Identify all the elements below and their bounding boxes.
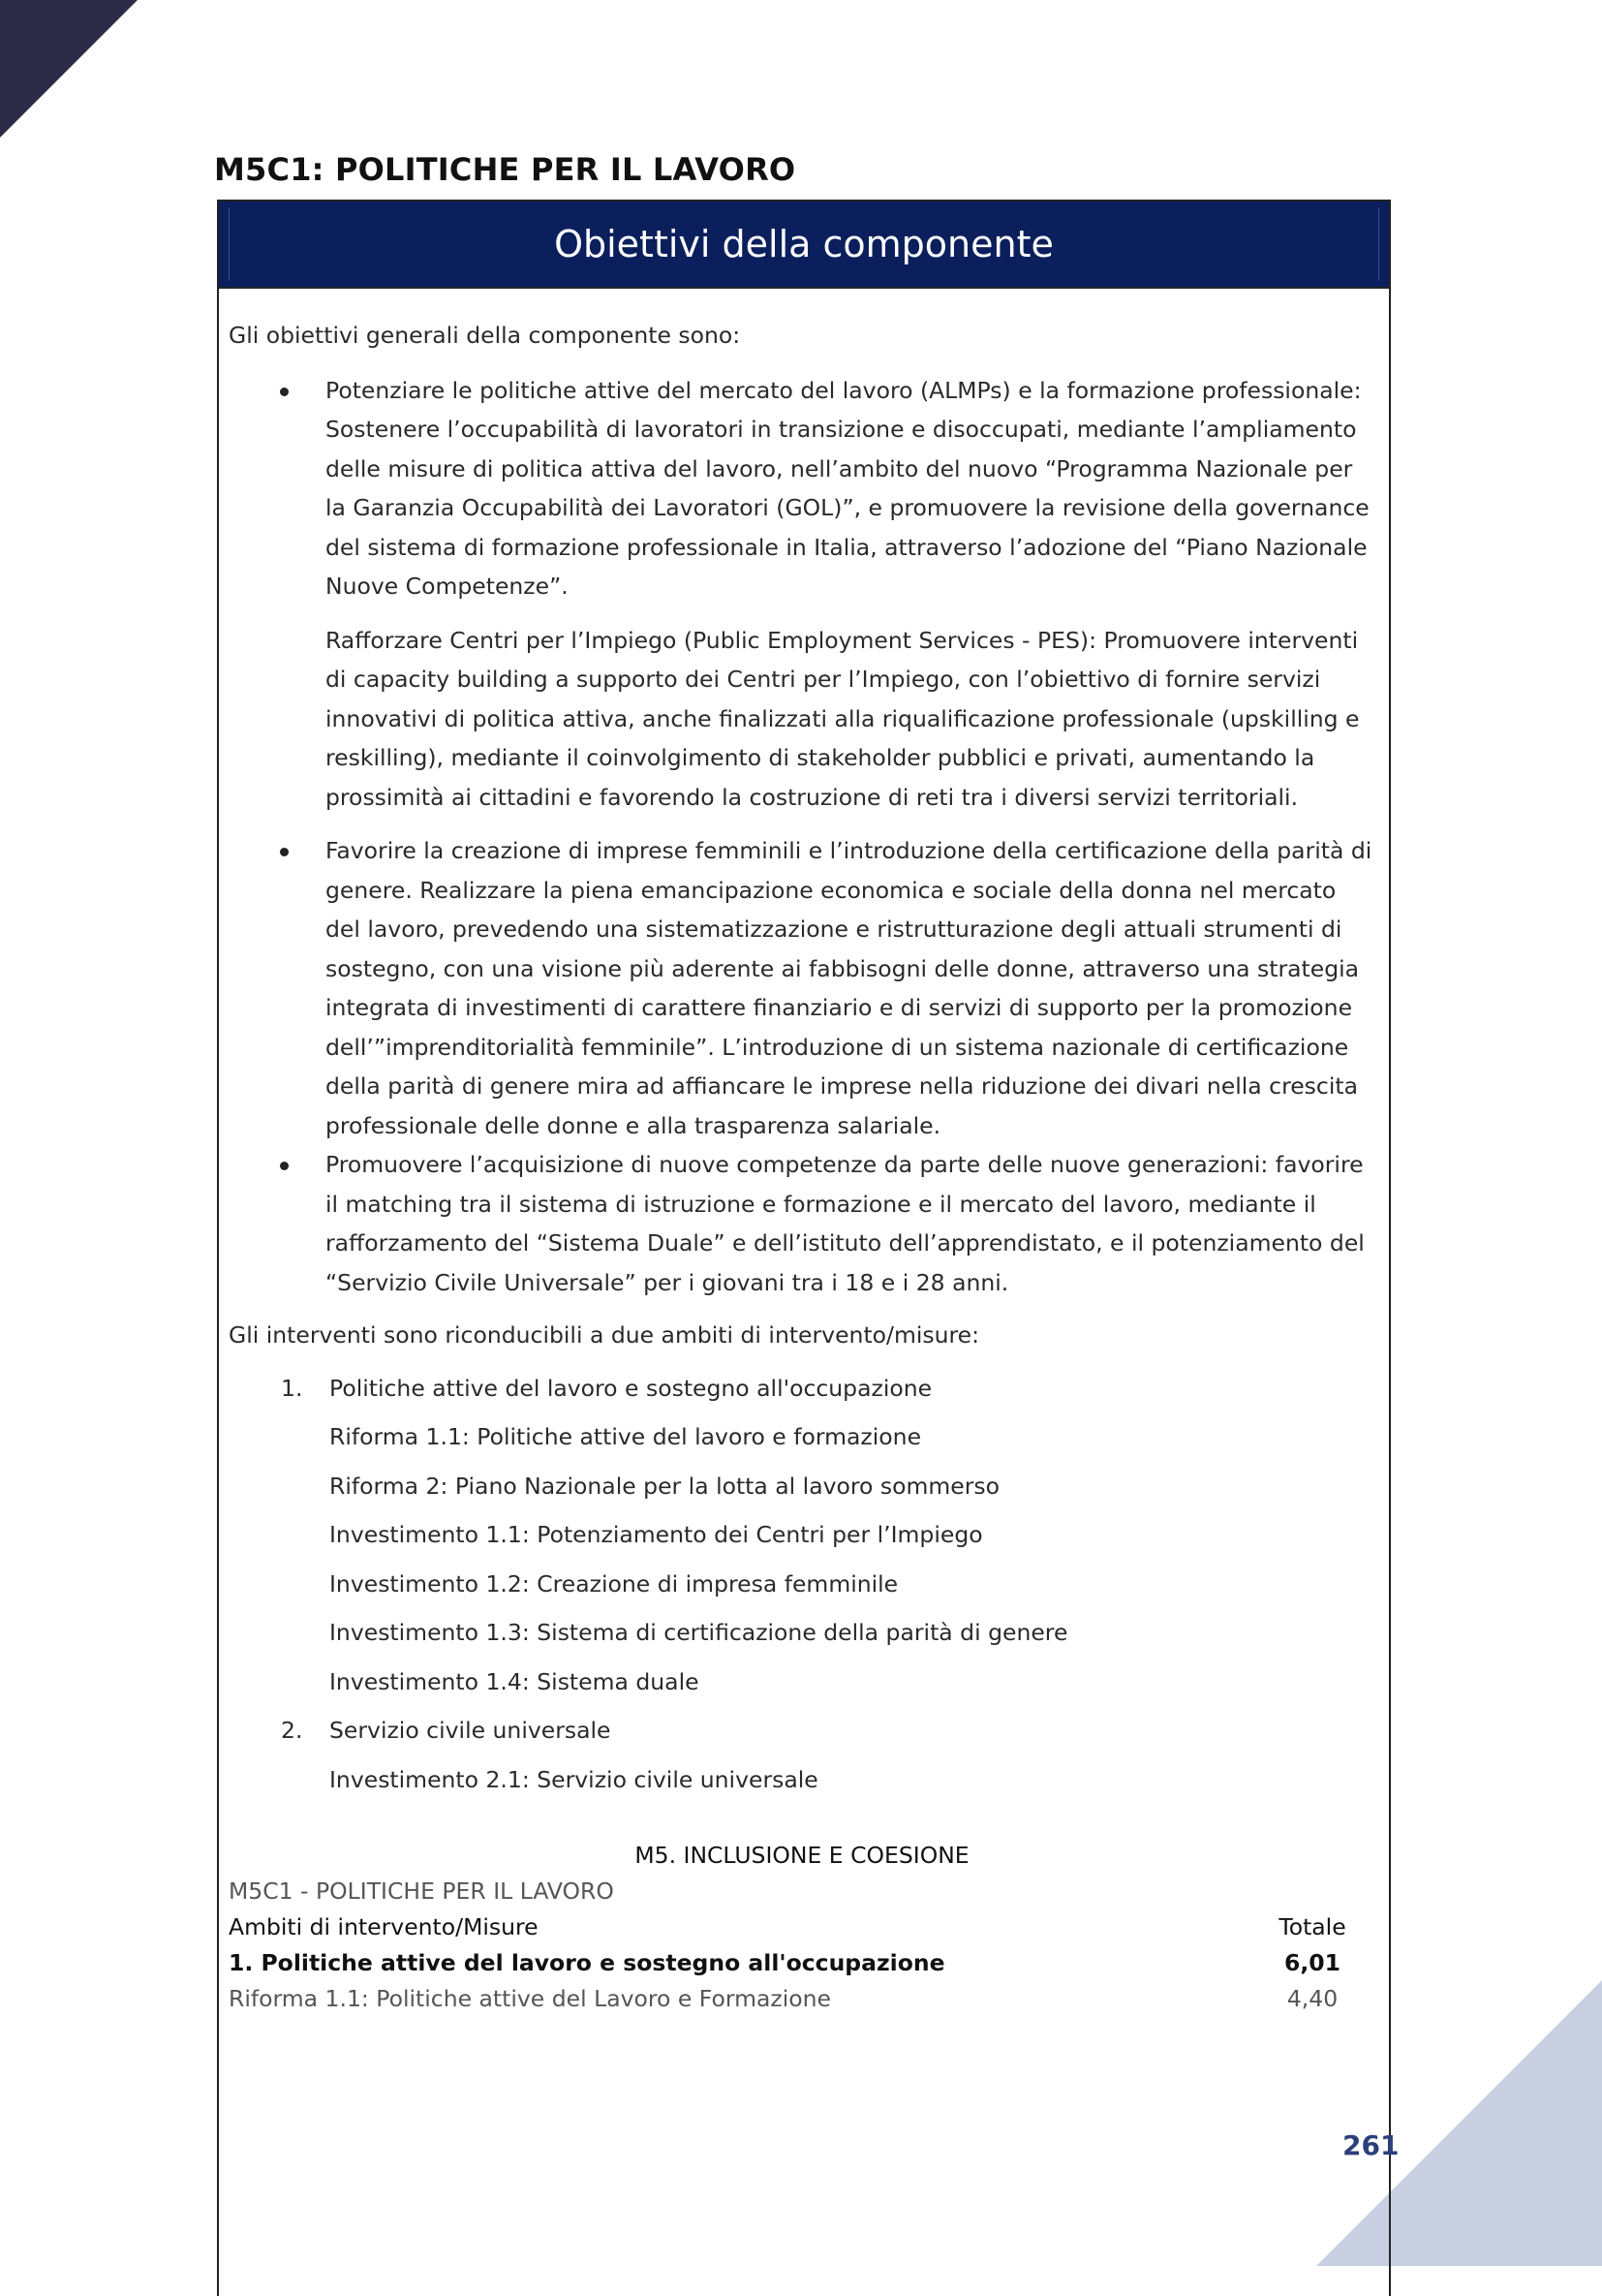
row-label: Riforma 1.1: Politiche attive del Lavoro e Formazione (229, 1985, 831, 2012)
list-item (229, 831, 1375, 1145)
measure-item: Riforma 1.1: Politiche attive del lavoro e formazione (329, 1423, 922, 1450)
area-item (229, 1369, 1375, 1702)
objectives-box (217, 200, 1391, 2296)
table-header-row (229, 1909, 1375, 1945)
areas-intro: Gli interventi sono riconducibili a due ambiti di intervento/misure: (229, 1321, 980, 1349)
row-value: 4,40 (1286, 1985, 1339, 2012)
page-number: 261 (1342, 2129, 1400, 2161)
box-title: Obiettivi della componente (554, 223, 1054, 265)
objective-text: Favorire la creazione di imprese femminili e l’introduzione della certificazione della parità di genere. Realizzare la piena emancipazione economica e sociale della donna nel mercato del lavoro, prevedendo una sistematizzazione e ristrutturazione degli attuali strumenti di sostegno, con una visione più aderente ai fabbisogni delle donne, attraverso una strategia integrata di investimenti di carattere finanziario e di servizi di supporto per la promozione dell’”imprenditorialità femminile”. L’introduzione di un sistema nazionale di certificazione della parità di genere mira ad affiancare le imprese nella riduzione dei divari nella crescita professionale delle donne e alla trasparenza salariale. (325, 837, 1372, 1139)
objectives-intro: Gli obiettivi generali della componente sono: (229, 322, 741, 349)
summary-table (229, 1838, 1375, 2017)
list-item (229, 371, 1375, 818)
area-item (229, 1711, 1375, 1799)
table-row (229, 1981, 1375, 2017)
areas-list (229, 1369, 1375, 1800)
box-header-divider (219, 287, 1389, 289)
mission-title: M5. INCLUSIONE E COESIONE (634, 1842, 970, 1869)
objective-subtext: Rafforzare Centri per l’Impiego (Public Employment Services - PES): Promuovere interventi di capacity building a supporto dei Centri per l’Impiego, con l’obiettivo di fornire servizi innovativi di politica attiva, anche finalizzati alla riqualificazione professionale (upskilling e reskilling), mediante il coinvolgimento di stakeholder pubblici e privati, aumentando la prossimità ai cittadini e favorendo la costruzione di reti tra i diversi servizi territoriali. (325, 626, 1360, 811)
section-title: M5C1: POLITICHE PER IL LAVORO (214, 151, 796, 188)
column-label: Ambiti di intervento/Misure (229, 1913, 539, 1940)
measure-item: Investimento 1.4: Sistema duale (329, 1667, 699, 1695)
measure-item: Investimento 2.1: Servizio civile universale (329, 1765, 818, 1793)
objective-text: Promuovere l’acquisizione di nuove competenze da parte delle nuove generazioni: favorire il matching tra il sistema di istruzione e formazione e il mercato del lavoro, mediante il rafforzamento del “Sistema Duale” e dell’istituto dell’apprendistato, e il potenziamento del “Servizio Civile Universale” per i giovani tra i 18 e i 28 anni. (325, 1151, 1365, 1296)
area-number: 2. (281, 1717, 303, 1744)
objectives-list (229, 371, 1375, 1303)
area-number: 1. (281, 1374, 303, 1402)
box-header (219, 202, 1389, 287)
measure-item: Riforma 2: Piano Nazionale per la lotta al lavoro sommerso (329, 1472, 1001, 1500)
measure-item: Investimento 1.3: Sistema di certificazione della parità di genere (329, 1619, 1068, 1646)
bullet-icon (280, 388, 289, 396)
area-title: Servizio civile universale (329, 1717, 611, 1744)
bullet-icon (280, 848, 289, 856)
column-total: Totale (1279, 1913, 1346, 1940)
box-content (229, 316, 1375, 2017)
measure-item: Investimento 1.1: Potenziamento dei Centri per l’Impiego (329, 1521, 983, 1548)
component-title: M5C1 - POLITICHE PER IL LAVORO (229, 1877, 614, 1905)
row-label: 1. Politiche attive del lavoro e sostegno all'occupazione (229, 1949, 945, 1976)
objective-text: Potenziare le politiche attive del mercato del lavoro (ALMPs) e la formazione professionale: Sostenere l’occupabilità di lavoratori in transizione e disoccupati, mediante l’ampliamento delle misure di politica attiva del lavoro, nell’ambito del nuovo “Programma Nazionale per la Garanzia Occupabilità dei Lavoratori (GOL)”, e promuovere la revisione della governance del sistema di formazione professionale in Italia, attraverso l’adozione del “Piano Nazionale Nuove Competenze”. (325, 376, 1370, 600)
row-value: 6,01 (1284, 1949, 1340, 1976)
table-row (229, 1945, 1375, 1981)
corner-decoration-top-left (0, 0, 138, 138)
bullet-icon (280, 1162, 289, 1170)
list-item (229, 1145, 1375, 1302)
area-title: Politiche attive del lavoro e sostegno all'occupazione (329, 1374, 933, 1402)
measure-item: Investimento 1.2: Creazione di impresa femminile (329, 1569, 899, 1598)
